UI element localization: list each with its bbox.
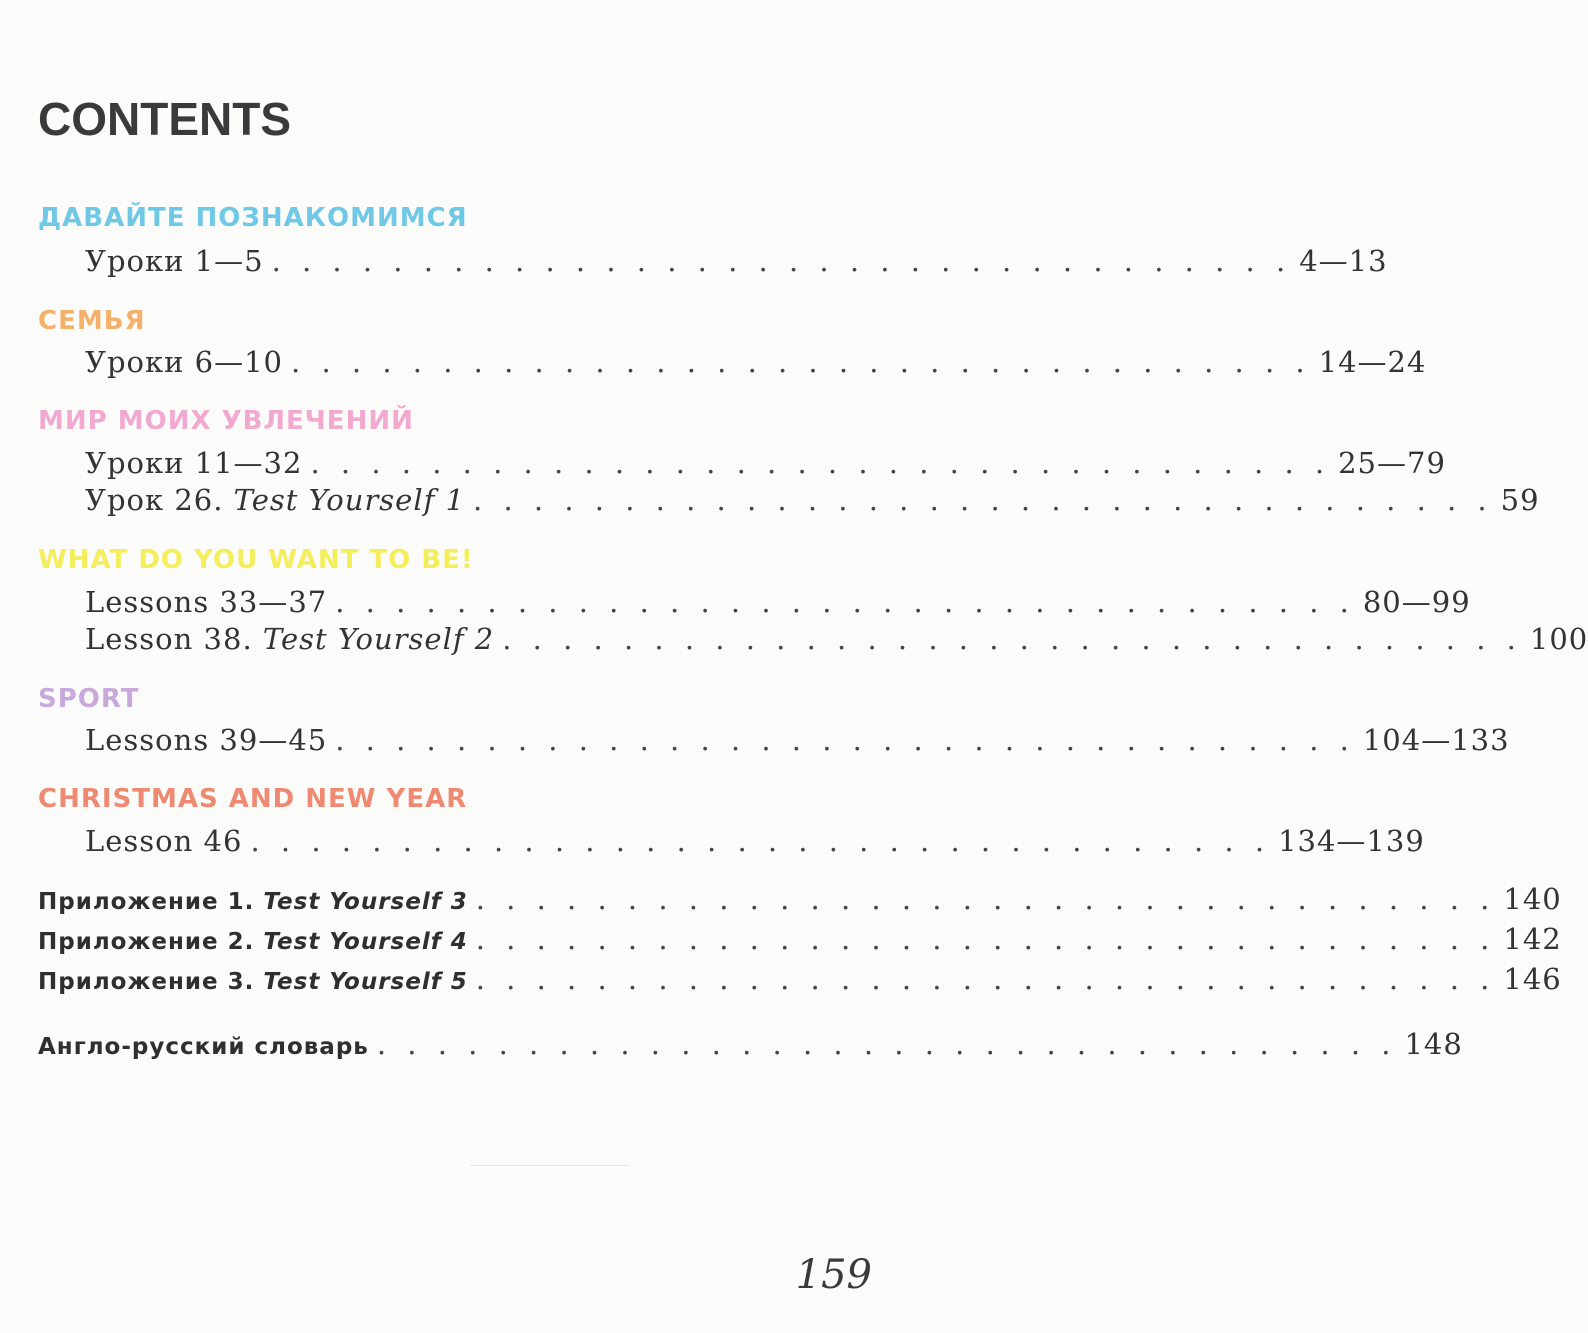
toc-entry-label: Уроки 11—32	[85, 446, 303, 480]
toc-entry-pages: 14—24	[1318, 345, 1427, 379]
dot-leader: . . . . . . . . . . . . . . . . . . . . . . . . . . . . . . . . . .	[475, 882, 1496, 916]
dot-leader: . . . . . . . . . . . . . . . . . . . . . . . . . . . . . . . . . .	[475, 922, 1496, 956]
toc-entry-lessons-33-37[interactable]	[85, 585, 1471, 619]
toc-entry-pages: 146	[1503, 962, 1562, 996]
toc-entry-lessons-1-5[interactable]	[85, 244, 1388, 278]
toc-entry-label-italic: Test Yourself 5	[263, 969, 468, 995]
dot-leader: . . . . . . . . . . . . . . . . . . . . . . . . . . . . . . . . . .	[310, 446, 1331, 480]
toc-entry-appendix-1[interactable]	[38, 882, 1562, 916]
section-heading-sport: SPORT	[38, 684, 140, 714]
toc-entry-pages: 100	[1529, 622, 1588, 656]
section-heading-family: СЕМЬЯ	[38, 306, 146, 336]
toc-entry-label	[38, 969, 468, 995]
dot-leader: . . . . . . . . . . . . . . . . . . . . . . . . . . . . . . . . . .	[475, 962, 1496, 996]
dot-leader: . . . . . . . . . . . . . . . . . . . . . . . . . . . . . . . . . .	[502, 622, 1522, 656]
toc-entry-label: Lesson 46	[85, 824, 243, 858]
toc-entry-label-italic: Test Yourself 4	[263, 929, 468, 955]
dot-leader: . . . . . . . . . . . . . . . . . . . . . . . . . . . . . . . . . .	[291, 345, 1311, 379]
toc-entry-label: Уроки 1—5	[85, 244, 264, 278]
toc-entry-label	[85, 483, 465, 517]
toc-entry-pages: 148	[1404, 1027, 1463, 1061]
toc-entry-pages: 59	[1500, 483, 1540, 517]
toc-entry-label: Уроки 6—10	[85, 345, 284, 379]
toc-entry-lessons-11-32[interactable]	[85, 446, 1446, 480]
toc-entry-label-prefix: Приложение 2.	[38, 929, 264, 955]
section-heading-hobbies: МИР МОИХ УВЛЕЧЕНИЙ	[38, 406, 414, 436]
toc-entry-label-italic: Test Yourself 3	[263, 889, 468, 915]
toc-entry-lesson-46[interactable]	[85, 824, 1425, 858]
toc-entry-label-prefix: Приложение 3.	[38, 969, 264, 995]
toc-entry-label	[38, 889, 468, 915]
dot-leader: . . . . . . . . . . . . . . . . . . . . . . . . . . . . . . . . . .	[250, 824, 1271, 858]
toc-entry-label-italic: Test Yourself 1	[233, 483, 466, 517]
toc-entry-pages: 140	[1503, 882, 1562, 916]
toc-entry-pages: 25—79	[1338, 446, 1446, 480]
dot-leader: . . . . . . . . . . . . . . . . . . . . . . . . . . . . . . . . . .	[473, 483, 1493, 517]
toc-entry-label: Lessons 39—45	[85, 723, 328, 757]
toc-entry-lessons-6-10[interactable]	[85, 345, 1427, 379]
toc-entry-label	[38, 929, 468, 955]
toc-entry-pages: 134—139	[1278, 824, 1425, 858]
dot-leader: . . . . . . . . . . . . . . . . . . . . . . . . . . . . . . . . . .	[271, 244, 1292, 278]
section-heading-getting-acquainted: ДАВАЙТЕ ПОЗНАКОМИМСЯ	[38, 203, 468, 233]
page-title: CONTENTS	[38, 93, 291, 145]
toc-entry-pages: 142	[1503, 922, 1562, 956]
section-heading-christmas-new-year: CHRISTMAS AND NEW YEAR	[38, 784, 468, 814]
toc-entry-lessons-39-45[interactable]	[85, 723, 1510, 757]
dot-leader: . . . . . . . . . . . . . . . . . . . . . . . . . . . . . . . . . .	[335, 723, 1355, 757]
toc-entry-appendix-2[interactable]	[38, 922, 1562, 956]
toc-entry-label-prefix: Урок 26.	[85, 483, 234, 517]
toc-entry-appendix-3[interactable]	[38, 962, 1562, 996]
toc-entry-label	[85, 622, 494, 656]
toc-entry-pages: 4—13	[1299, 244, 1388, 278]
toc-entry-label: Lessons 33—37	[85, 585, 328, 619]
dot-leader: . . . . . . . . . . . . . . . . . . . . . . . . . . . . . . . . . .	[335, 585, 1355, 619]
toc-entry-label-prefix: Приложение 1.	[38, 889, 264, 915]
section-heading-what-do-you-want-to-be: WHAT DO YOU WANT TO BE!	[38, 545, 474, 575]
toc-entry-dictionary[interactable]	[38, 1027, 1463, 1061]
dot-leader: . . . . . . . . . . . . . . . . . . . . . . . . . . . . . . . . . .	[376, 1027, 1397, 1061]
page-number: 159	[795, 1252, 872, 1298]
toc-entry-test-yourself-1[interactable]	[85, 483, 1540, 517]
toc-entry-label-italic: Test Yourself 2	[262, 622, 495, 656]
toc-entry-pages: 80—99	[1362, 585, 1471, 619]
toc-entry-label: Англо-русский словарь	[38, 1034, 369, 1060]
toc-entry-label-prefix: Lesson 38.	[85, 622, 263, 656]
toc-entry-test-yourself-2[interactable]	[85, 622, 1588, 656]
scan-artifact-line	[470, 1165, 630, 1166]
toc-entry-pages: 104—133	[1362, 723, 1510, 757]
